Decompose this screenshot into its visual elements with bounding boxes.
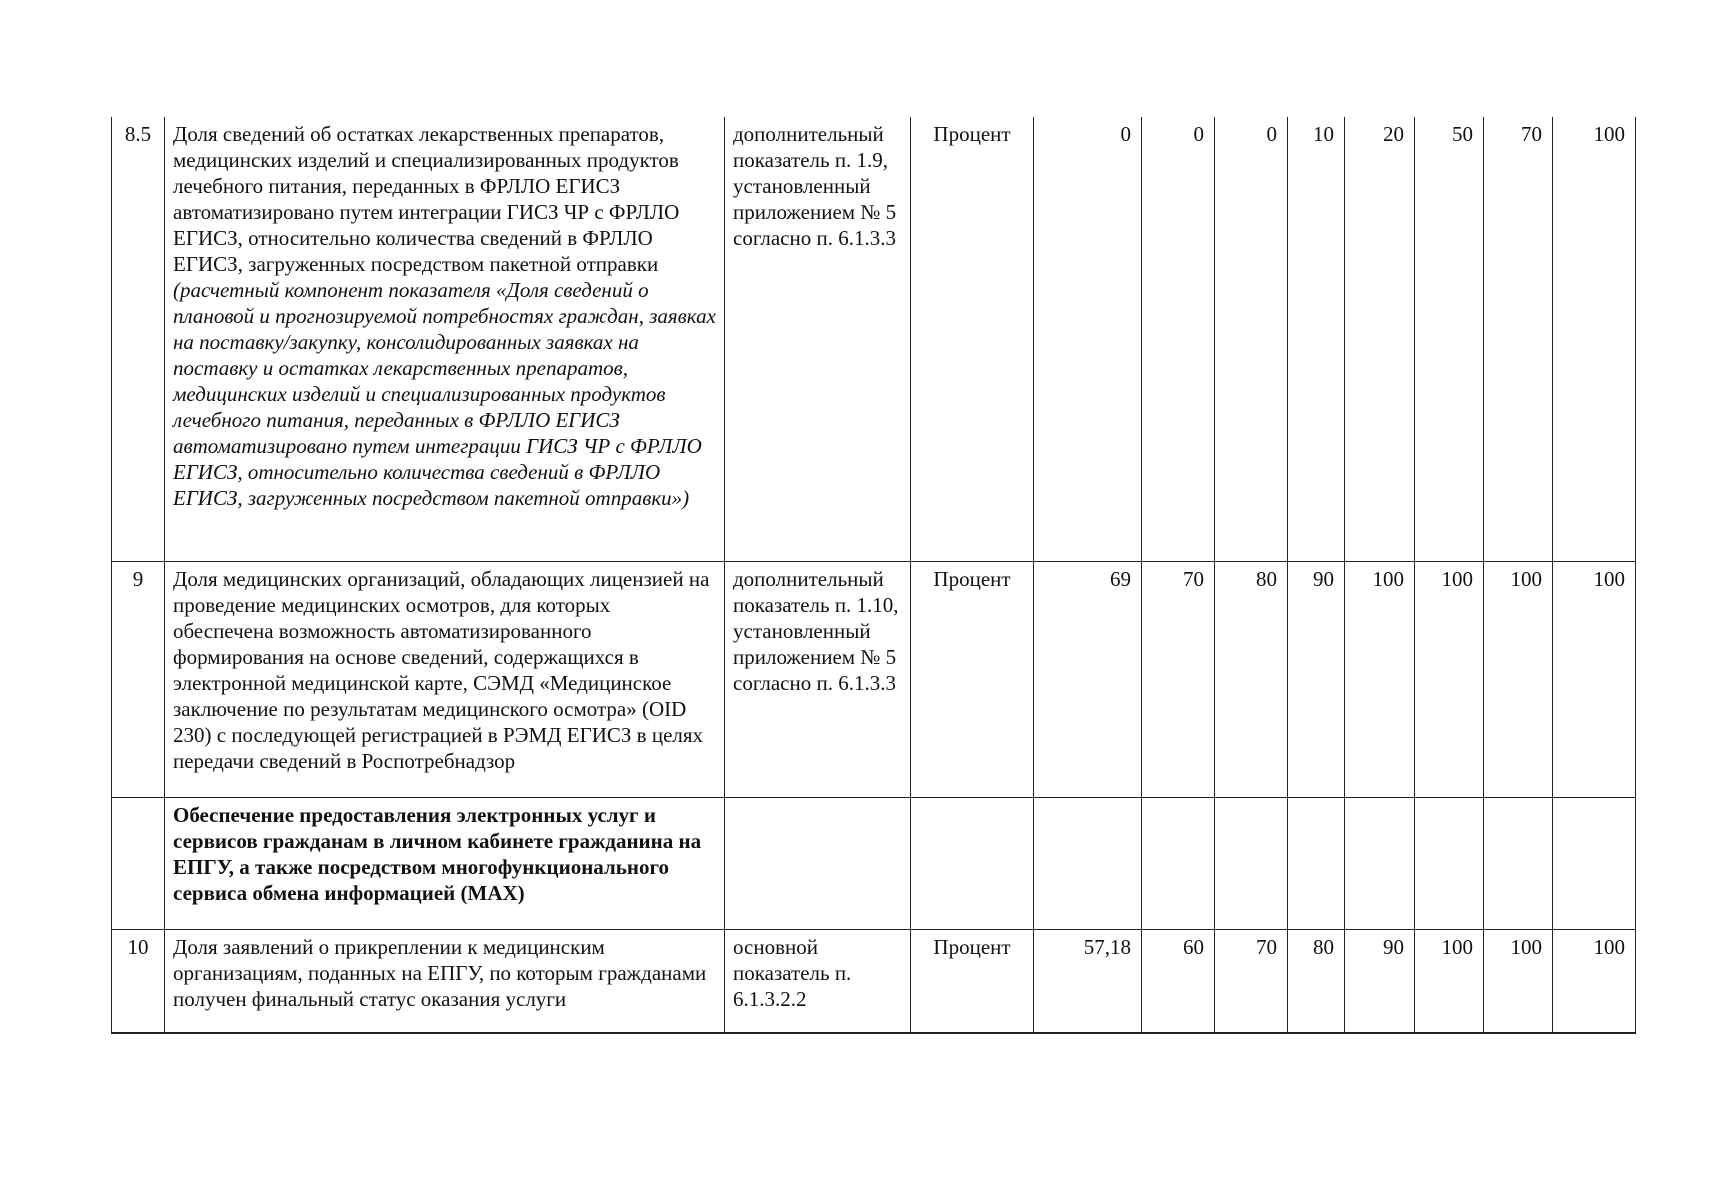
value-cell: 100: [1484, 929, 1553, 1033]
indicator-type: основной показатель п. 6.1.3.2.2: [725, 929, 911, 1033]
row-number: 9: [112, 561, 165, 797]
value-cell: 69: [1034, 561, 1142, 797]
value-cell: 60: [1142, 929, 1215, 1033]
indicator-type: дополнительный показатель п. 1.9, установленный приложением № 5 согласно п. 6.1.3.3: [725, 117, 911, 561]
indicator-unit: Процент: [911, 561, 1034, 797]
indicator-name: Доля заявлений о прикреплении к медицинским организациям, поданных на ЕПГУ, по которым гражданами получен финальный статус оказания услуги: [165, 929, 725, 1033]
row-number: 8.5: [112, 117, 165, 561]
empty-cell: [1215, 797, 1288, 929]
value-cell: 100: [1553, 561, 1636, 797]
value-cell: 80: [1215, 561, 1288, 797]
value-cell: 100: [1415, 561, 1484, 797]
indicators-table-wrapper: [111, 117, 1635, 1034]
value-cell: 0: [1215, 117, 1288, 561]
value-cell: 100: [1345, 561, 1415, 797]
value-cell: 100: [1553, 117, 1636, 561]
value-cell: 100: [1484, 561, 1553, 797]
table-row: [112, 929, 1636, 1033]
value-cell: 90: [1345, 929, 1415, 1033]
value-cell: 0: [1142, 117, 1215, 561]
value-cell: 90: [1288, 561, 1345, 797]
indicators-table: [111, 117, 1636, 1034]
indicator-note: (расчетный компонент показателя «Доля сведений о плановой и прогнозируемой потребностях граждан, заявках на поставку/закупку, консолидированных заявках на поставку и остатках лекарственных препаратов, медицинских изделий и специализированных продуктов лечебного питания, переданных в ФРЛЛО ЕГИСЗ автоматизировано путем интеграции ГИСЗ ЧР с ФРЛЛО ЕГИСЗ, относительно количества сведений в ФРЛЛО ЕГИСЗ, загруженных посредством пакетной отправки»): [173, 278, 716, 510]
indicator-unit: Процент: [911, 117, 1034, 561]
indicator-name-cell: [165, 117, 725, 561]
value-cell: 70: [1142, 561, 1215, 797]
empty-cell: [911, 797, 1034, 929]
empty-cell: [1484, 797, 1553, 929]
row-number-empty: [112, 797, 165, 929]
empty-cell: [1288, 797, 1345, 929]
value-cell: 100: [1553, 929, 1636, 1033]
indicator-name: Доля сведений об остатках лекарственных препаратов, медицинских изделий и специализированных продуктов лечебного питания, переданных в ФРЛЛО ЕГИСЗ автоматизировано путем интеграции ГИСЗ ЧР с ФРЛЛО ЕГИСЗ, относительно количества сведений в ФРЛЛО ЕГИСЗ, загруженных посредством пакетной отправки: [173, 122, 680, 276]
empty-cell: [1553, 797, 1636, 929]
value-cell: 70: [1484, 117, 1553, 561]
value-cell: 57,18: [1034, 929, 1142, 1033]
empty-cell: [1142, 797, 1215, 929]
value-cell: 10: [1288, 117, 1345, 561]
value-cell: 80: [1288, 929, 1345, 1033]
empty-cell: [1034, 797, 1142, 929]
section-row: [112, 797, 1636, 929]
empty-cell: [725, 797, 911, 929]
value-cell: 100: [1415, 929, 1484, 1033]
indicator-type: дополнительный показатель п. 1.10, установленный приложением № 5 согласно п. 6.1.3.3: [725, 561, 911, 797]
table-row: [112, 117, 1636, 561]
value-cell: 50: [1415, 117, 1484, 561]
row-number: 10: [112, 929, 165, 1033]
section-title: Обеспечение предоставления электронных услуг и сервисов гражданам в личном кабинете гражданина на ЕПГУ, а также посредством многофункционального сервиса обмена информацией (MAX): [165, 797, 725, 929]
empty-cell: [1345, 797, 1415, 929]
empty-cell: [1415, 797, 1484, 929]
indicator-unit: Процент: [911, 929, 1034, 1033]
value-cell: 70: [1215, 929, 1288, 1033]
value-cell: 20: [1345, 117, 1415, 561]
value-cell: 0: [1034, 117, 1142, 561]
indicator-name: Доля медицинских организаций, обладающих лицензией на проведение медицинских осмотров, для которых обеспечена возможность автоматизированного формирования на основе сведений, содержащихся в электронной медицинской карте, СЭМД «Медицинское заключение по результатам медицинского осмотра» (OID 230) с последующей регистрацией в РЭМД ЕГИСЗ в целях передачи сведений в Роспотребнадзор: [165, 561, 725, 797]
table-row: [112, 561, 1636, 797]
